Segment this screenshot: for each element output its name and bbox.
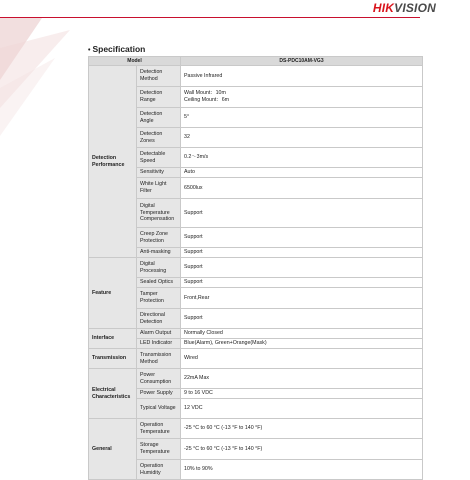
value-cell: 22mA Max bbox=[181, 369, 423, 389]
value-cell: Support bbox=[181, 309, 423, 329]
table-row bbox=[89, 168, 423, 178]
value-cell: -25 °C to 60 °C (-13 °F to 140 °F) bbox=[181, 439, 423, 460]
value-cell: 12 VDC bbox=[181, 399, 423, 419]
parameter-cell: Storage Temperature bbox=[137, 439, 181, 460]
parameter-cell: Tamper Protection bbox=[137, 288, 181, 309]
value-cell: 0.2～3m/s bbox=[181, 148, 423, 168]
table-row bbox=[89, 369, 423, 389]
value-cell: Blue(Alarm), Green+Orange(Mask) bbox=[181, 339, 423, 349]
value-cell: Support bbox=[181, 258, 423, 278]
value-cell: Wired bbox=[181, 349, 423, 369]
table-row bbox=[89, 199, 423, 228]
table-row bbox=[89, 128, 423, 148]
parameter-cell: Detection Zones bbox=[137, 128, 181, 148]
section-title: • Specification bbox=[88, 44, 146, 54]
parameter-cell: Creep Zone Protection bbox=[137, 228, 181, 248]
parameter-cell: Detection Range bbox=[137, 87, 181, 108]
table-row bbox=[89, 329, 423, 339]
table-row bbox=[89, 278, 423, 288]
value-cell: 10% to 90% bbox=[181, 460, 423, 480]
value-cell: Support bbox=[181, 228, 423, 248]
value-cell: 32 bbox=[181, 128, 423, 148]
table-row bbox=[89, 87, 423, 108]
parameter-cell: Detection Angle bbox=[137, 108, 181, 128]
parameter-cell: Power Supply bbox=[137, 389, 181, 399]
parameter-cell: Sensitivity bbox=[137, 168, 181, 178]
table-row bbox=[89, 108, 423, 128]
value-cell: Auto bbox=[181, 168, 423, 178]
value-cell: Normally Closed bbox=[181, 329, 423, 339]
category-cell: Detection Performance bbox=[89, 66, 137, 258]
header-label: Model bbox=[89, 57, 181, 66]
parameter-cell: Detectable Speed bbox=[137, 148, 181, 168]
parameter-cell: Sealed Optics bbox=[137, 278, 181, 288]
value-cell: Passive Infrared bbox=[181, 66, 423, 87]
parameter-cell: Directional Detection bbox=[137, 309, 181, 329]
value-cell: 9 to 16 VDC bbox=[181, 389, 423, 399]
parameter-cell: Operation Temperature bbox=[137, 419, 181, 439]
table-row bbox=[89, 439, 423, 460]
parameter-cell: Alarm Output bbox=[137, 329, 181, 339]
parameter-cell: Detection Method bbox=[137, 66, 181, 87]
value-cell: Front,Rear bbox=[181, 288, 423, 309]
parameter-cell: White Light Filter bbox=[137, 178, 181, 199]
value-cell: 5° bbox=[181, 108, 423, 128]
table-row bbox=[89, 419, 423, 439]
spec-table bbox=[88, 56, 423, 480]
parameter-cell: Transmission Method bbox=[137, 349, 181, 369]
table-row bbox=[89, 228, 423, 248]
value-cell: -25 °C to 60 °C (-13 °F to 140 °F) bbox=[181, 419, 423, 439]
category-cell: Interface bbox=[89, 329, 137, 349]
parameter-cell: Typical Voltage bbox=[137, 399, 181, 419]
category-cell: Feature bbox=[89, 258, 137, 329]
table-row bbox=[89, 258, 423, 278]
value-cell: Wall Mount：10m Ceiling Mount：6m bbox=[181, 87, 423, 108]
table-row bbox=[89, 309, 423, 329]
parameter-cell: Digital Temperature Compensation bbox=[137, 199, 181, 228]
table-row bbox=[89, 288, 423, 309]
table-row bbox=[89, 148, 423, 168]
table-row bbox=[89, 389, 423, 399]
value-cell: Support bbox=[181, 199, 423, 228]
category-cell: Transmission bbox=[89, 349, 137, 369]
value-cell: 6500lux bbox=[181, 178, 423, 199]
header-model: DS-PDC10AM-VG3 bbox=[181, 57, 423, 66]
parameter-cell: Power Consumption bbox=[137, 369, 181, 389]
parameter-cell: Operation Humidity bbox=[137, 460, 181, 480]
parameter-cell: LED Indicator bbox=[137, 339, 181, 349]
table-row bbox=[89, 349, 423, 369]
parameter-cell: Anti-masking bbox=[137, 248, 181, 258]
category-cell: Electrical Characteristics bbox=[89, 369, 137, 419]
table-row bbox=[89, 66, 423, 87]
table-row bbox=[89, 248, 423, 258]
value-cell: Support bbox=[181, 248, 423, 258]
table-row bbox=[89, 178, 423, 199]
table-row bbox=[89, 339, 423, 349]
value-cell: Support bbox=[181, 278, 423, 288]
table-header-row bbox=[89, 57, 423, 66]
spec-table-body bbox=[89, 66, 423, 480]
parameter-cell: Digital Processing bbox=[137, 258, 181, 278]
table-row bbox=[89, 399, 423, 419]
hikvision-logo: HIKVISION bbox=[372, 1, 436, 15]
category-cell: General bbox=[89, 419, 137, 480]
